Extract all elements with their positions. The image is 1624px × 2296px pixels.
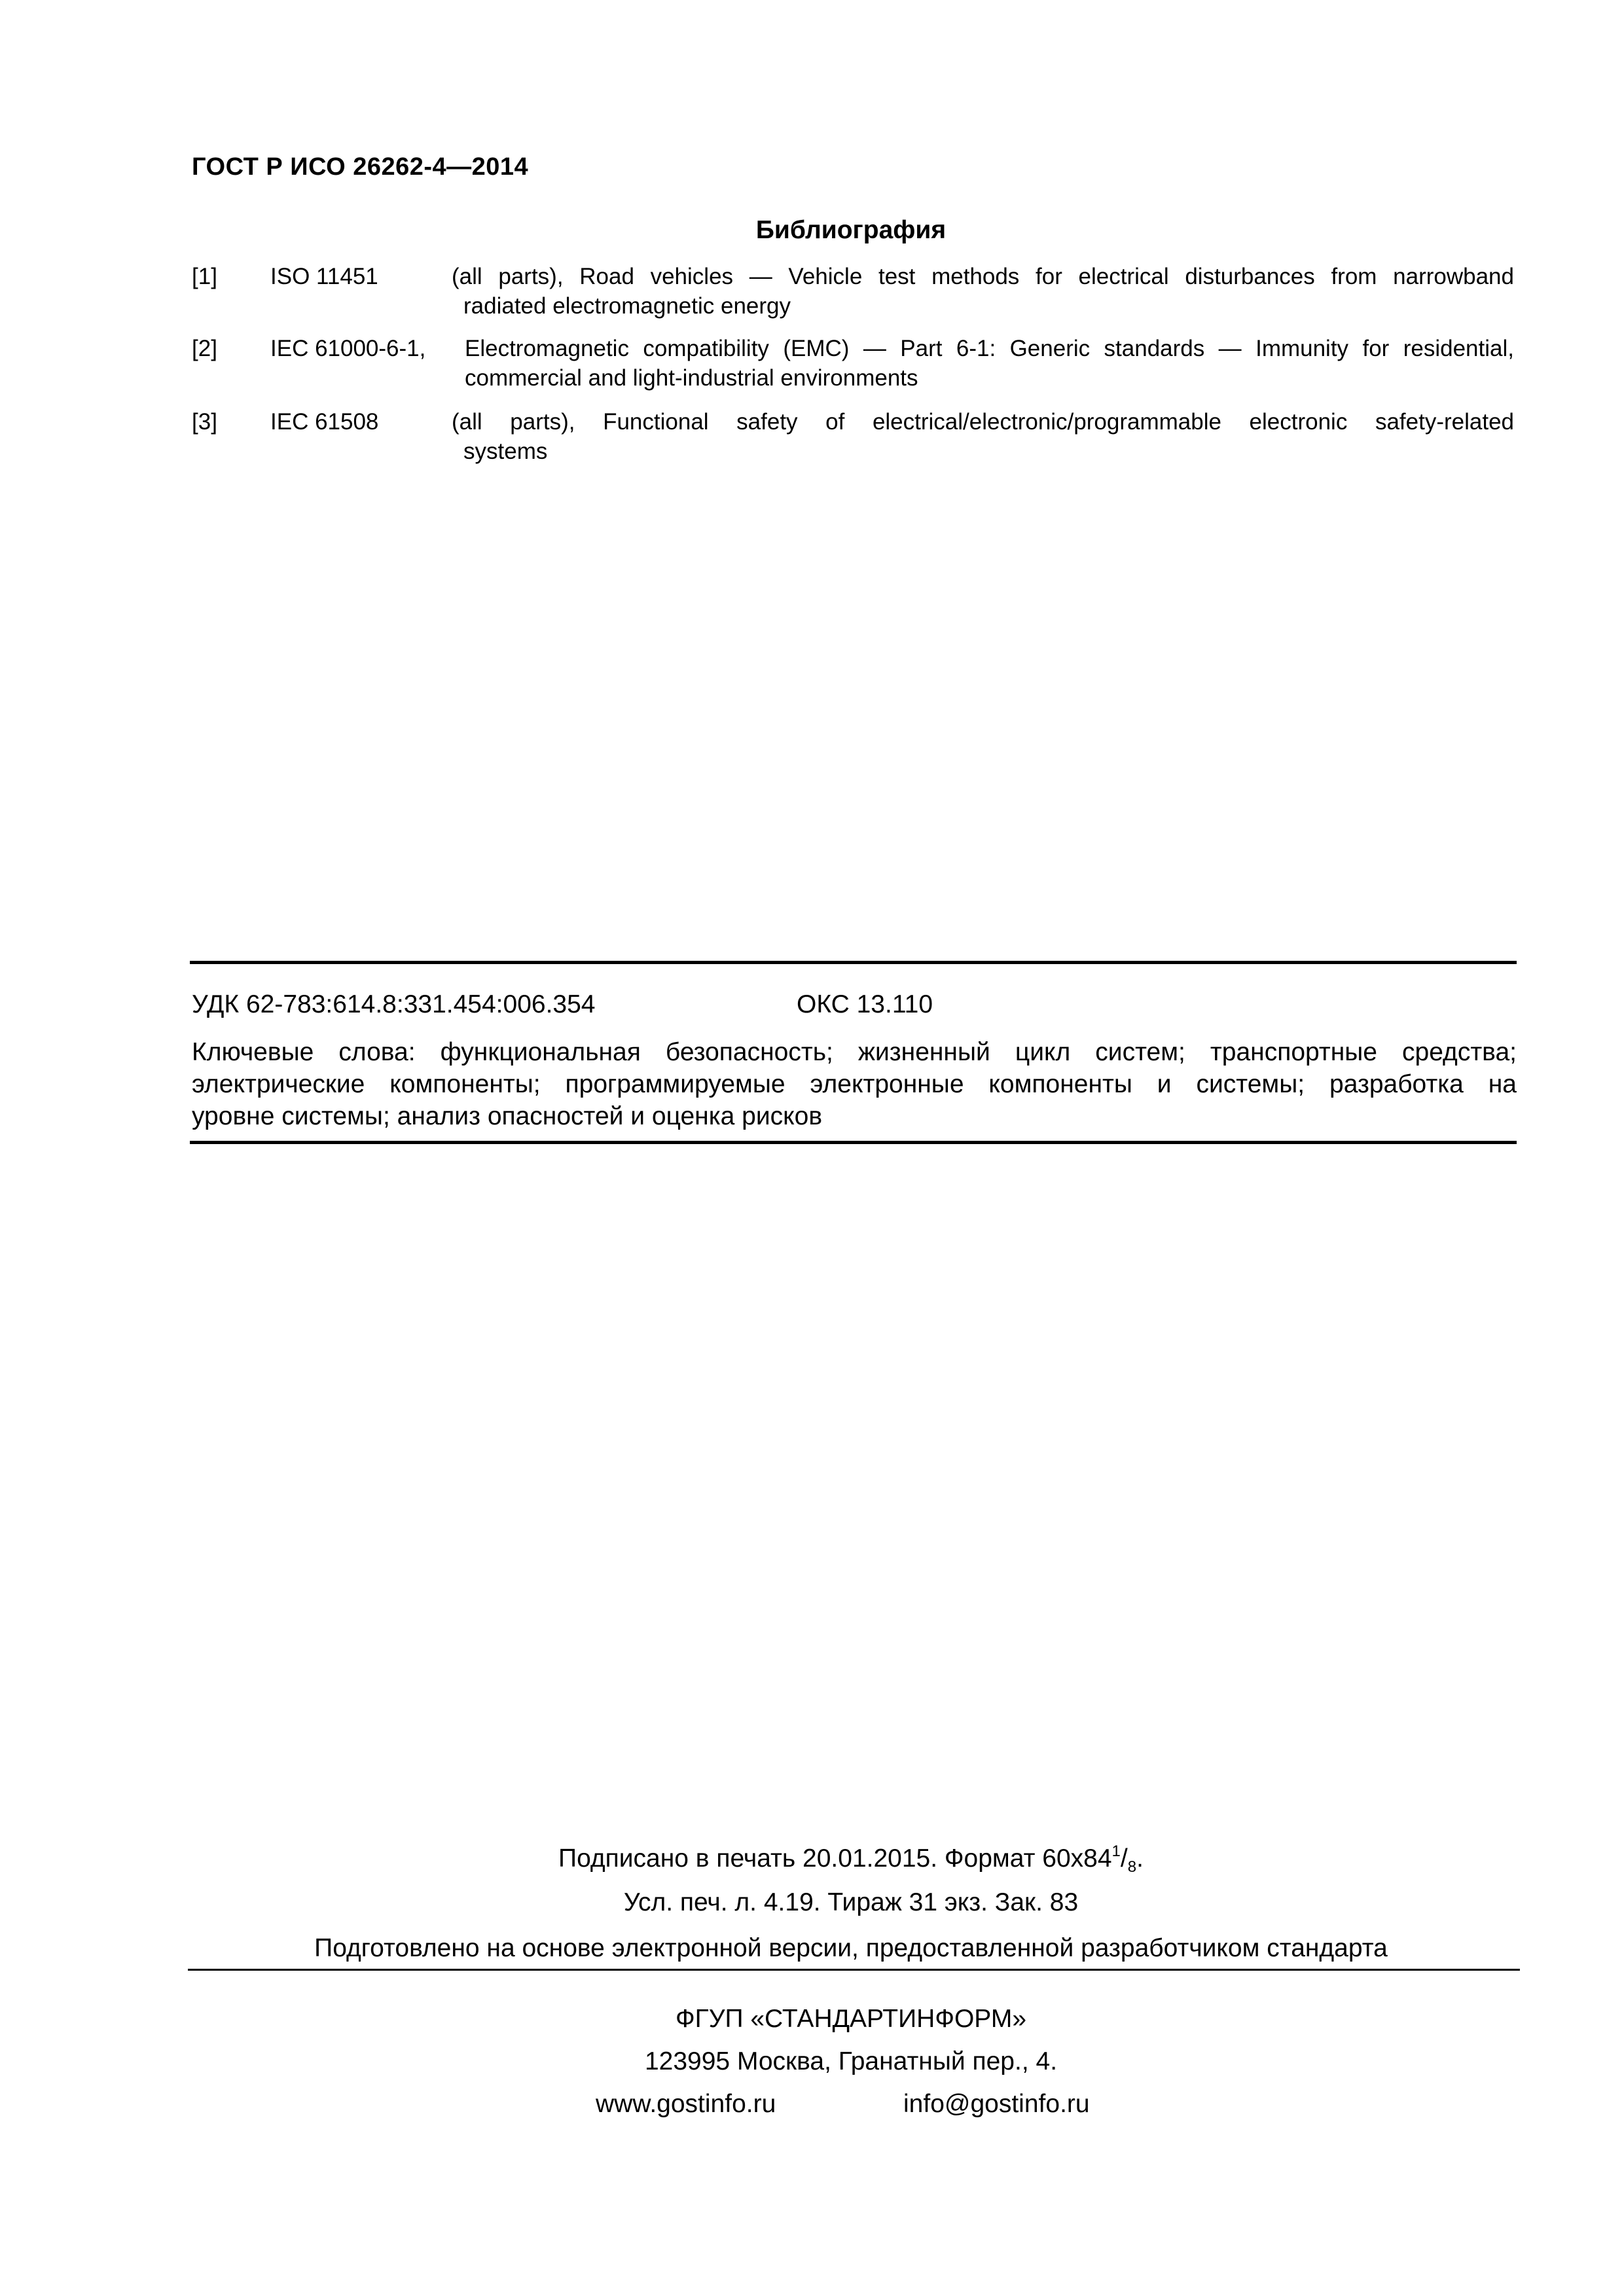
bibliography-entry-reference: IEC 61000-6-1, [270, 336, 426, 361]
bibliography-entry-title-line: radiated electromagnetic energy [463, 293, 791, 319]
format-fraction-denominator: 8 [1127, 1858, 1137, 1876]
bibliography-entry-number: [3] [192, 409, 217, 435]
bibliography-title: Библиография [755, 216, 947, 244]
bibliography-entry-reference: IEC 61508 [270, 409, 379, 435]
publisher-website-link[interactable]: www.gostinfo.ru [596, 2090, 776, 2118]
oks-code: ОКС 13.110 [797, 990, 933, 1018]
publisher-email-link[interactable]: info@gostinfo.ru [903, 2090, 1090, 2118]
bibliography-entry-title-line: systems [463, 439, 548, 464]
bibliography-entry-title-line: commercial and light-industrial environments [465, 365, 918, 391]
publisher-address: 123995 Москва, Гранатный пер., 4. [644, 2047, 1058, 2075]
classification-bottom-rule [190, 1141, 1517, 1144]
bibliography-entry-reference: ISO 11451 [270, 264, 378, 289]
udk-code: УДК 62-783:614.8:331.454:006.354 [192, 990, 596, 1018]
print-signed-end: . [1136, 1844, 1144, 1873]
keywords-line: электрические компоненты; программируемые электронные компоненты и системы; разработка на [192, 1070, 1517, 1098]
bibliography-entry-title-line: (all parts), Road vehicles — Vehicle test methods for electrical disturbances from narrowband [452, 264, 1514, 289]
bibliography-entry-number: [1] [192, 264, 217, 289]
publisher-name: ФГУП «СТАНДАРТИНФОРМ» [675, 2005, 1027, 2033]
standard-number: ГОСТ Р ИСО 26262-4—2014 [192, 153, 529, 181]
bibliography-entry-number: [2] [192, 336, 217, 361]
keywords-line: уровне системы; анализ опасностей и оценка рисков [192, 1102, 823, 1130]
bibliography-entry [192, 334, 1514, 396]
format-fraction-numerator: 1 [1111, 1842, 1121, 1860]
bibliography-entry-title-line: (all parts), Functional safety of electrical/electronic/programmable electronic safety-related [452, 409, 1514, 435]
classification-top-rule [190, 961, 1517, 964]
bibliography-entry [192, 262, 1514, 324]
keywords [192, 1036, 1517, 1132]
print-info: Усл. печ. л. 4.19. Тираж 31 экз. Зак. 83 [623, 1888, 1079, 1916]
imprint-rule [188, 1969, 1520, 1971]
print-signed-line [0, 1842, 1624, 1876]
bibliography-entry [192, 407, 1514, 469]
format-fraction-slash: / [1120, 1844, 1128, 1873]
prepared-note: Подготовлено на основе электронной версии, предоставленной разработчиком стандарта [314, 1934, 1388, 1962]
bibliography-entry-title-line: Electromagnetic compatibility (EMC) — Part 6-1: Generic standards — Immunity for residential, [465, 336, 1514, 361]
print-signed-text: Подписано в печать 20.01.2015. Формат 60х84 [558, 1844, 1112, 1873]
keywords-line: Ключевые слова: функциональная безопасность; жизненный цикл систем; транспортные средства; [192, 1038, 1517, 1066]
